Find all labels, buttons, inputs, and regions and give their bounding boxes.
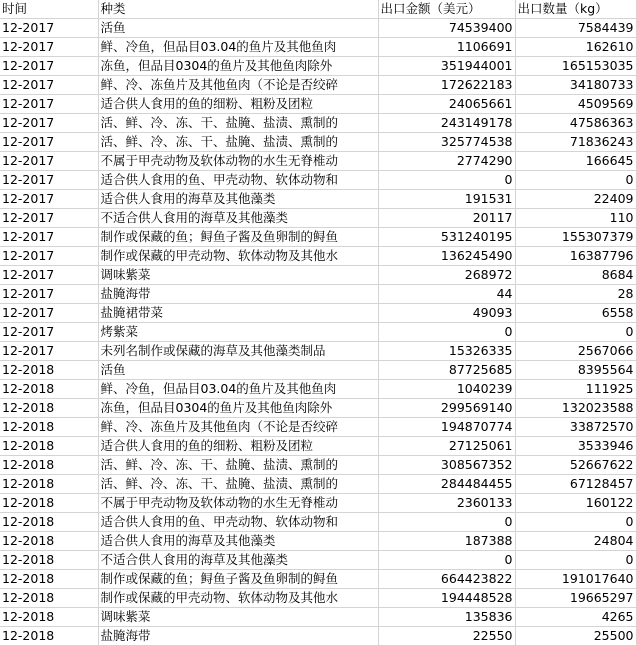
cell-export-quantity[interactable]: 34180733 <box>515 76 636 95</box>
cell-export-quantity[interactable]: 8684 <box>515 266 636 285</box>
cell-category[interactable]: 烤紫菜 <box>98 323 378 342</box>
cell-time[interactable]: 12-2018 <box>0 418 98 437</box>
cell-time[interactable]: 12-2017 <box>0 266 98 285</box>
header-cell-category[interactable]: 种类 <box>98 0 378 19</box>
cell-time[interactable]: 12-2017 <box>0 304 98 323</box>
table-row <box>0 247 636 266</box>
cell-export-quantity[interactable]: 2567066 <box>515 342 636 361</box>
cell-export-amount[interactable]: 268972 <box>378 266 515 285</box>
cell-export-amount[interactable]: 74539400 <box>378 19 515 38</box>
table-row <box>0 38 636 57</box>
cell-category[interactable]: 制作或保藏的鱼；鲟鱼子酱及鱼卵制的鲟鱼 <box>98 228 378 247</box>
table-row <box>0 266 636 285</box>
cell-export-amount[interactable]: 20117 <box>378 209 515 228</box>
cell-export-amount[interactable]: 194870774 <box>378 418 515 437</box>
cell-category[interactable]: 鲜、冷鱼，但品目03.04的鱼片及其他鱼肉 <box>98 38 378 57</box>
cell-category[interactable]: 不属于甲壳动物及软体动物的水生无脊椎动 <box>98 152 378 171</box>
cell-time[interactable]: 12-2018 <box>0 570 98 589</box>
cell-export-amount[interactable]: 0 <box>378 323 515 342</box>
table-row <box>0 95 636 114</box>
cell-category[interactable]: 适合供人食用的鱼的细粉、粗粉及团粒 <box>98 95 378 114</box>
cell-export-quantity[interactable]: 52667622 <box>515 456 636 475</box>
table-row <box>0 209 636 228</box>
cell-time[interactable]: 12-2018 <box>0 513 98 532</box>
cell-category[interactable]: 鲜、冷鱼，但品目03.04的鱼片及其他鱼肉 <box>98 380 378 399</box>
cell-time[interactable]: 12-2017 <box>0 76 98 95</box>
cell-time[interactable]: 12-2017 <box>0 114 98 133</box>
cell-category[interactable]: 制作或保藏的甲壳动物、软体动物及其他水 <box>98 247 378 266</box>
table-row <box>0 532 636 551</box>
table-row <box>0 342 636 361</box>
cell-category[interactable]: 适合供人食用的海草及其他藻类 <box>98 190 378 209</box>
table-row <box>0 304 636 323</box>
cell-export-amount[interactable]: 87725685 <box>378 361 515 380</box>
cell-category[interactable]: 活、鲜、冷、冻、干、盐腌、盐渍、熏制的 <box>98 475 378 494</box>
cell-time[interactable]: 12-2018 <box>0 475 98 494</box>
table-row <box>0 133 636 152</box>
table-row <box>0 627 636 646</box>
cell-time[interactable]: 12-2017 <box>0 171 98 190</box>
cell-export-amount[interactable]: 664423822 <box>378 570 515 589</box>
cell-export-amount[interactable]: 44 <box>378 285 515 304</box>
cell-export-quantity[interactable]: 8395564 <box>515 361 636 380</box>
table-row <box>0 323 636 342</box>
header-cell-export-amount[interactable]: 出口金额（美元） <box>378 0 515 19</box>
cell-export-quantity[interactable]: 28 <box>515 285 636 304</box>
cell-export-amount[interactable]: 136245490 <box>378 247 515 266</box>
cell-export-quantity[interactable]: 160122 <box>515 494 636 513</box>
table-row <box>0 551 636 570</box>
cell-time[interactable]: 12-2018 <box>0 494 98 513</box>
cell-export-amount[interactable]: 308567352 <box>378 456 515 475</box>
cell-export-amount[interactable]: 172622183 <box>378 76 515 95</box>
cell-time[interactable]: 12-2017 <box>0 342 98 361</box>
cell-export-amount[interactable]: 351944001 <box>378 57 515 76</box>
table-row <box>0 570 636 589</box>
table-row <box>0 114 636 133</box>
cell-export-amount[interactable]: 0 <box>378 513 515 532</box>
cell-export-quantity[interactable]: 19665297 <box>515 589 636 608</box>
table-row <box>0 152 636 171</box>
cell-category[interactable]: 盐腌裙带菜 <box>98 304 378 323</box>
cell-export-amount[interactable]: 15326335 <box>378 342 515 361</box>
cell-category[interactable]: 活鱼 <box>98 19 378 38</box>
table-row <box>0 437 636 456</box>
cell-category[interactable]: 不适合供人食用的海草及其他藻类 <box>98 551 378 570</box>
cell-export-amount[interactable]: 2360133 <box>378 494 515 513</box>
cell-export-amount[interactable]: 1040239 <box>378 380 515 399</box>
cell-category[interactable]: 鲜、冷、冻鱼片及其他鱼肉（不论是否绞碎 <box>98 76 378 95</box>
table-row <box>0 228 636 247</box>
cell-export-amount[interactable]: 0 <box>378 171 515 190</box>
header-row <box>0 0 636 19</box>
cell-export-amount[interactable]: 22550 <box>378 627 515 646</box>
header-cell-time[interactable]: 时间 <box>0 0 98 19</box>
cell-category[interactable]: 调味紫菜 <box>98 608 378 627</box>
cell-category[interactable]: 鲜、冷、冻鱼片及其他鱼肉（不论是否绞碎 <box>98 418 378 437</box>
cell-time[interactable]: 12-2017 <box>0 57 98 76</box>
cell-category[interactable]: 适合供人食用的海草及其他藻类 <box>98 532 378 551</box>
cell-export-amount[interactable]: 194448528 <box>378 589 515 608</box>
cell-category[interactable]: 适合供人食用的鱼、甲壳动物、软体动物和 <box>98 171 378 190</box>
cell-export-quantity[interactable]: 162610 <box>515 38 636 57</box>
cell-export-quantity[interactable]: 155307379 <box>515 228 636 247</box>
table-row <box>0 589 636 608</box>
table-row <box>0 171 636 190</box>
cell-time[interactable]: 12-2017 <box>0 323 98 342</box>
cell-export-quantity[interactable]: 6558 <box>515 304 636 323</box>
cell-export-quantity[interactable]: 0 <box>515 551 636 570</box>
cell-export-amount[interactable]: 0 <box>378 551 515 570</box>
cell-time[interactable]: 12-2018 <box>0 627 98 646</box>
cell-export-amount[interactable]: 187388 <box>378 532 515 551</box>
cell-export-quantity[interactable]: 132023588 <box>515 399 636 418</box>
cell-time[interactable]: 12-2018 <box>0 380 98 399</box>
table-row <box>0 19 636 38</box>
cell-category[interactable]: 活、鲜、冷、冻、干、盐腌、盐渍、熏制的 <box>98 133 378 152</box>
cell-export-quantity[interactable]: 0 <box>515 323 636 342</box>
cell-export-amount[interactable]: 49093 <box>378 304 515 323</box>
cell-export-quantity[interactable]: 33872570 <box>515 418 636 437</box>
cell-export-quantity[interactable]: 22409 <box>515 190 636 209</box>
cell-time[interactable]: 12-2017 <box>0 209 98 228</box>
table-row <box>0 494 636 513</box>
cell-time[interactable]: 12-2017 <box>0 285 98 304</box>
cell-export-amount[interactable]: 135836 <box>378 608 515 627</box>
table-row <box>0 57 636 76</box>
cell-category[interactable]: 制作或保藏的甲壳动物、软体动物及其他水 <box>98 589 378 608</box>
cell-time[interactable]: 12-2017 <box>0 38 98 57</box>
cell-category[interactable]: 适合供人食用的鱼、甲壳动物、软体动物和 <box>98 513 378 532</box>
cell-export-amount[interactable]: 2774290 <box>378 152 515 171</box>
cell-category[interactable]: 不属于甲壳动物及软体动物的水生无脊椎动 <box>98 494 378 513</box>
cell-time[interactable]: 12-2018 <box>0 589 98 608</box>
cell-export-quantity[interactable]: 3533946 <box>515 437 636 456</box>
cell-export-amount[interactable]: 531240195 <box>378 228 515 247</box>
table-row <box>0 418 636 437</box>
cell-category[interactable]: 活鱼 <box>98 361 378 380</box>
table-row <box>0 285 636 304</box>
cell-export-quantity[interactable]: 0 <box>515 513 636 532</box>
cell-export-amount[interactable]: 1106691 <box>378 38 515 57</box>
cell-export-amount[interactable]: 284484455 <box>378 475 515 494</box>
cell-export-quantity[interactable]: 4265 <box>515 608 636 627</box>
cell-time[interactable]: 12-2018 <box>0 361 98 380</box>
cell-time[interactable]: 12-2017 <box>0 19 98 38</box>
cell-export-amount[interactable]: 243149178 <box>378 114 515 133</box>
cell-time[interactable]: 12-2018 <box>0 437 98 456</box>
cell-category[interactable]: 盐腌海带 <box>98 285 378 304</box>
cell-category[interactable]: 未列名制作或保藏的海草及其他藻类制品 <box>98 342 378 361</box>
table-row <box>0 76 636 95</box>
cell-time[interactable]: 12-2018 <box>0 399 98 418</box>
cell-export-quantity[interactable]: 110 <box>515 209 636 228</box>
cell-time[interactable]: 12-2018 <box>0 551 98 570</box>
cell-export-quantity[interactable]: 4509569 <box>515 95 636 114</box>
cell-export-quantity[interactable]: 47586363 <box>515 114 636 133</box>
table-row <box>0 399 636 418</box>
cell-time[interactable]: 12-2018 <box>0 456 98 475</box>
cell-time[interactable]: 12-2017 <box>0 190 98 209</box>
cell-export-amount[interactable]: 191531 <box>378 190 515 209</box>
cell-category[interactable]: 冻鱼，但品目0304的鱼片及其他鱼肉除外 <box>98 57 378 76</box>
table-row <box>0 361 636 380</box>
table-row <box>0 456 636 475</box>
cell-category[interactable]: 适合供人食用的鱼的细粉、粗粉及团粒 <box>98 437 378 456</box>
cell-export-quantity[interactable]: 191017640 <box>515 570 636 589</box>
cell-export-quantity[interactable]: 0 <box>515 171 636 190</box>
cell-export-amount[interactable]: 27125061 <box>378 437 515 456</box>
cell-time[interactable]: 12-2018 <box>0 608 98 627</box>
cell-export-quantity[interactable]: 7584439 <box>515 19 636 38</box>
cell-export-quantity[interactable]: 67128457 <box>515 475 636 494</box>
cell-category[interactable]: 盐腌海带 <box>98 627 378 646</box>
cell-export-quantity[interactable]: 165153035 <box>515 57 636 76</box>
cell-category[interactable]: 不适合供人食用的海草及其他藻类 <box>98 209 378 228</box>
cell-export-quantity[interactable]: 24804 <box>515 532 636 551</box>
cell-category[interactable]: 制作或保藏的鱼；鲟鱼子酱及鱼卵制的鲟鱼 <box>98 570 378 589</box>
cell-time[interactable]: 12-2017 <box>0 247 98 266</box>
cell-time[interactable]: 12-2017 <box>0 228 98 247</box>
cell-export-quantity[interactable]: 25500 <box>515 627 636 646</box>
cell-category[interactable]: 活、鲜、冷、冻、干、盐腌、盐渍、熏制的 <box>98 114 378 133</box>
cell-category[interactable]: 冻鱼，但品目0304的鱼片及其他鱼肉除外 <box>98 399 378 418</box>
cell-time[interactable]: 12-2017 <box>0 95 98 114</box>
cell-export-quantity[interactable]: 16387796 <box>515 247 636 266</box>
cell-export-quantity[interactable]: 111925 <box>515 380 636 399</box>
table-row <box>0 513 636 532</box>
cell-export-amount[interactable]: 24065661 <box>378 95 515 114</box>
cell-category[interactable]: 调味紫菜 <box>98 266 378 285</box>
cell-export-quantity[interactable]: 71836243 <box>515 133 636 152</box>
cell-time[interactable]: 12-2018 <box>0 532 98 551</box>
cell-time[interactable]: 12-2017 <box>0 133 98 152</box>
cell-time[interactable]: 12-2017 <box>0 152 98 171</box>
table-row <box>0 608 636 627</box>
cell-export-quantity[interactable]: 166645 <box>515 152 636 171</box>
header-cell-export-quantity[interactable]: 出口数量（kg） <box>515 0 636 19</box>
table-row <box>0 380 636 399</box>
cell-export-amount[interactable]: 299569140 <box>378 399 515 418</box>
cell-category[interactable]: 活、鲜、冷、冻、干、盐腌、盐渍、熏制的 <box>98 456 378 475</box>
cell-export-amount[interactable]: 325774538 <box>378 133 515 152</box>
table-row <box>0 475 636 494</box>
table-row <box>0 190 636 209</box>
